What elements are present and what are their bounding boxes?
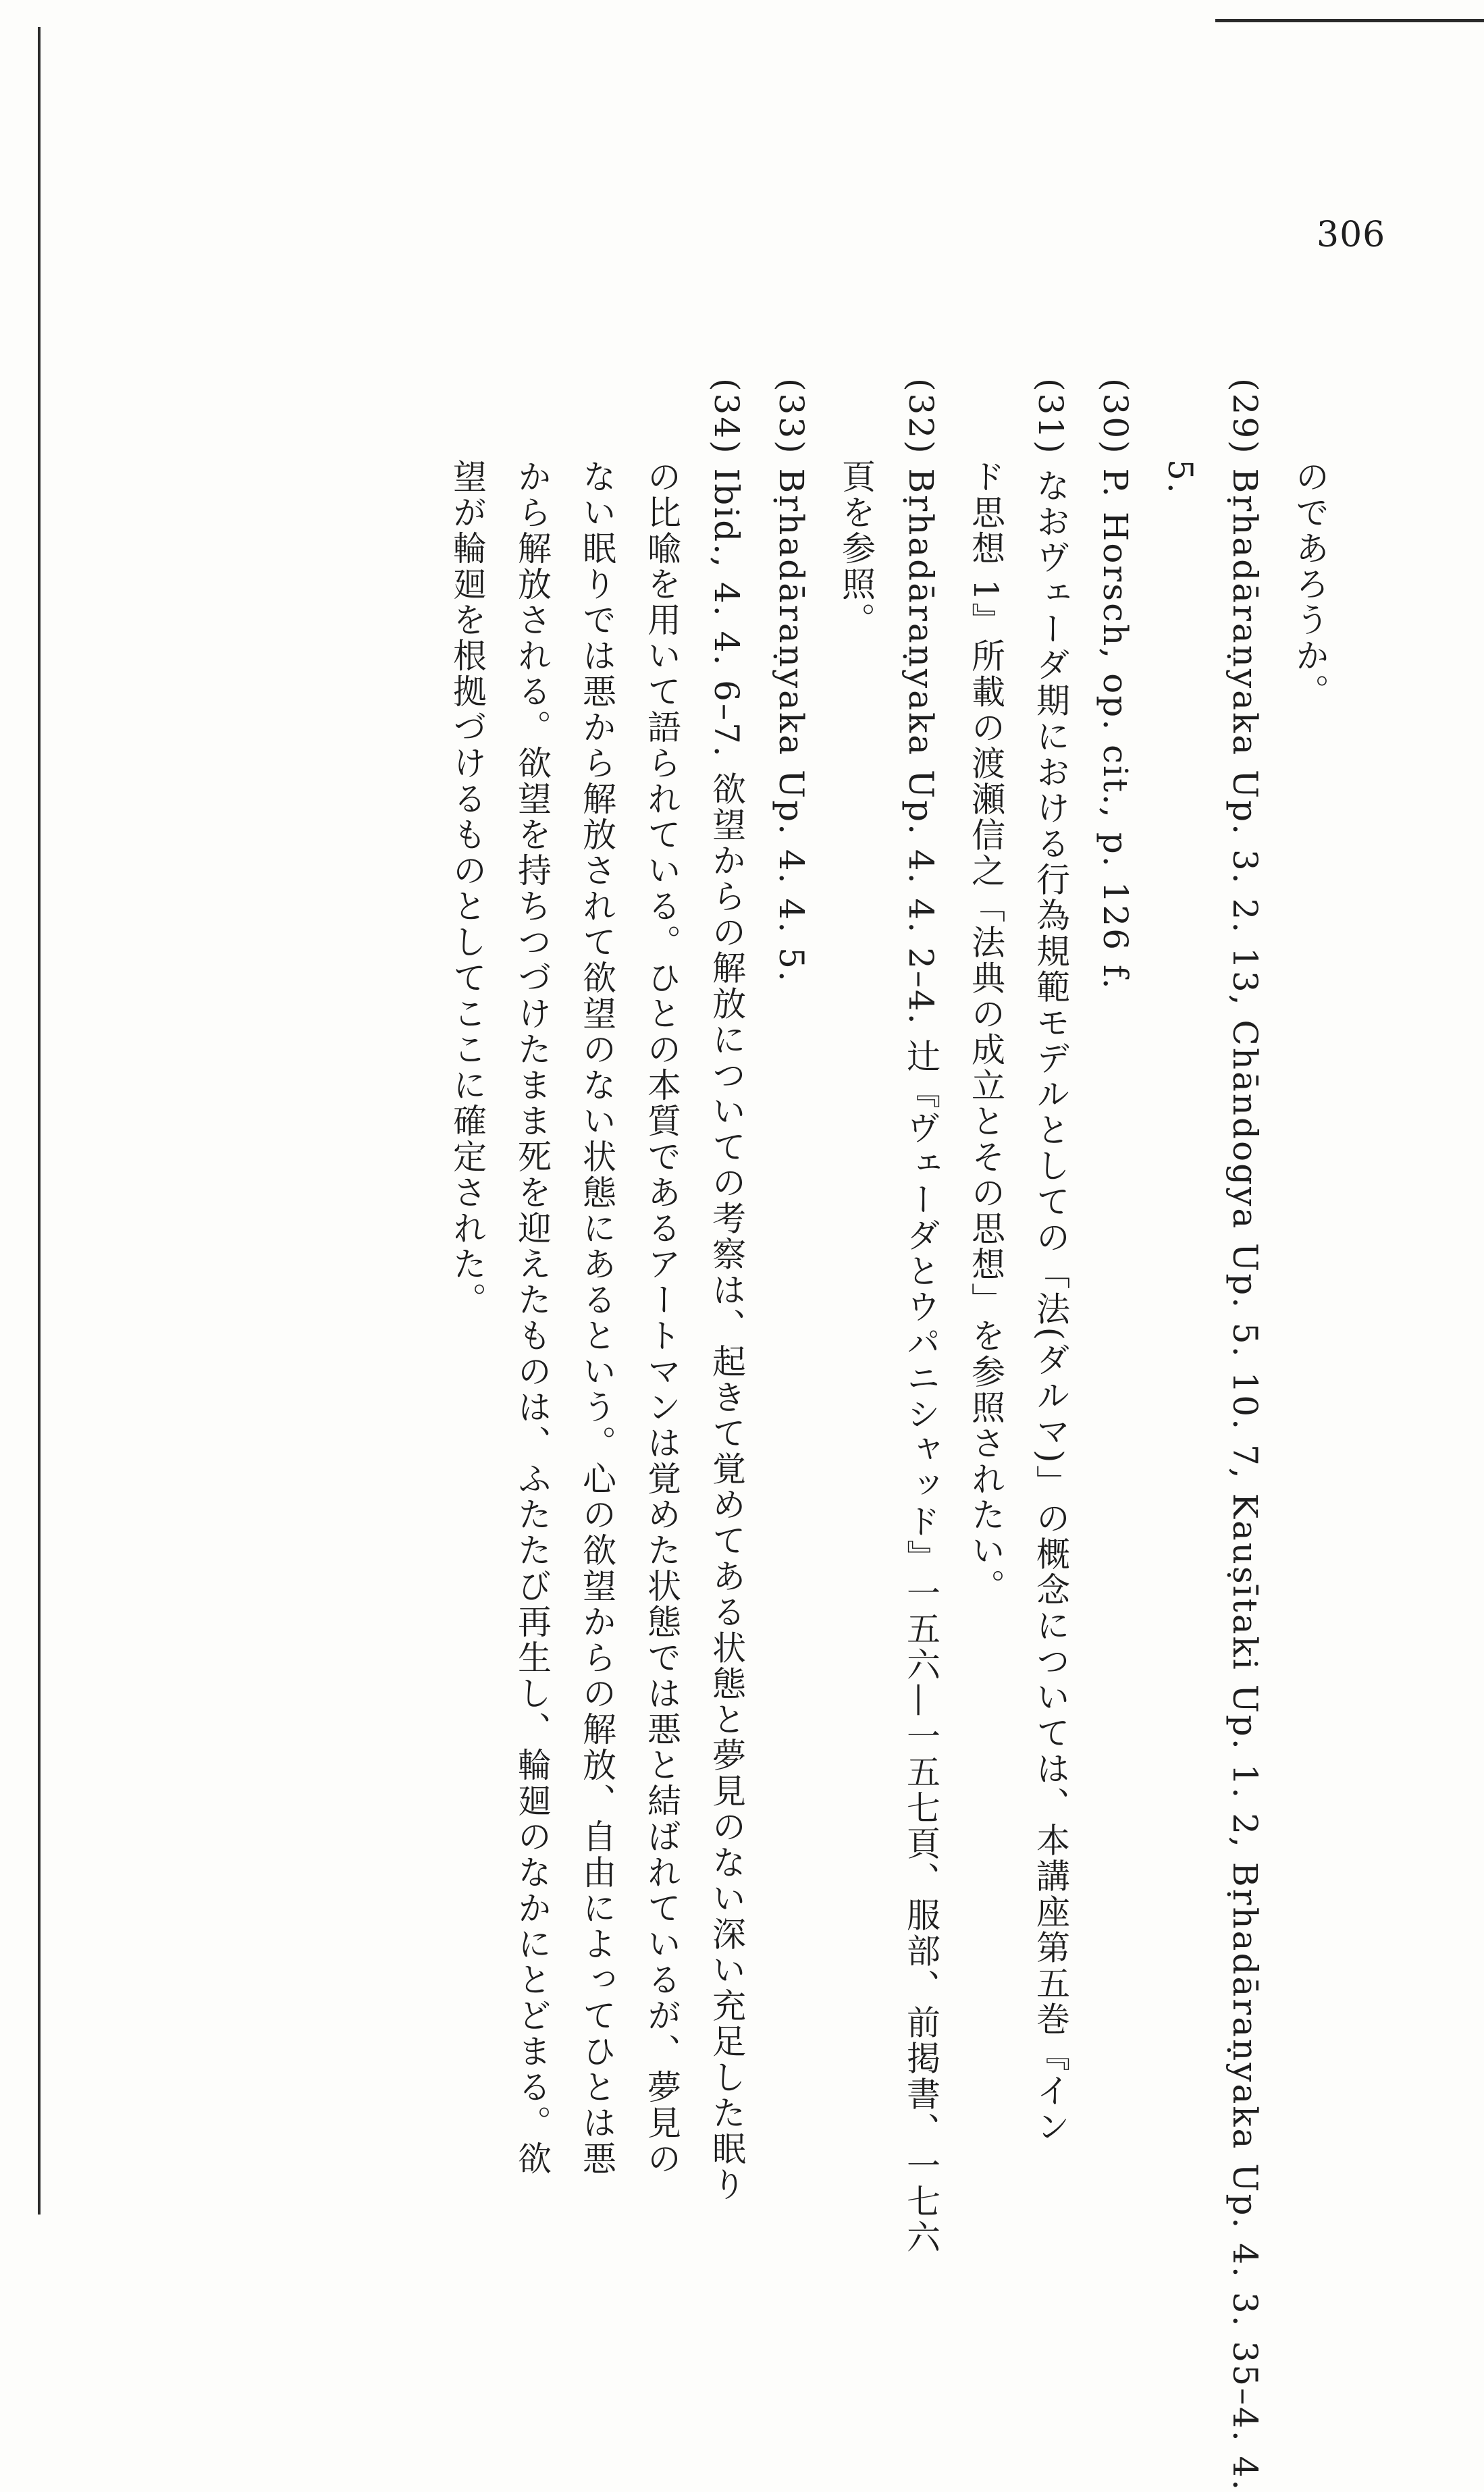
page-number: 306 — [1317, 215, 1386, 255]
note-31: (31) なおヴェーダ期における行為規範モデルとしての「法(ダルマ)」の概念については、本講座第五巻『イン — [1031, 378, 1070, 2145]
note-line: 頁を参照。 — [837, 459, 876, 638]
note-30: (30) P. Horsch, op. cit., p. 126 f. — [1096, 378, 1135, 991]
note-line: ド思想 1』所載の渡瀬信之「法典の成立とその思想」を参照されたい。 — [966, 459, 1005, 1605]
note-line: 望が輪廻を根拠づけるものとしてここに確定された。 — [448, 459, 487, 1318]
note-line: から解放される。欲望を持ちつづけたまま死を迎えたものは、ふたたび再生し、輪廻のなかにとどまる。欲 — [512, 459, 552, 2177]
top-rule — [1215, 19, 1484, 22]
scan-margin-line — [38, 27, 41, 2215]
note-29: (29) Bṛhadāraṇyaka Up. 3. 2. 13, Chāndogya Up. 5. 10. 7, Kauṣītaki Up. 1. 2, Bṛhadāraṇyaka Up. 4. 3. 35–4. 4. — [1225, 378, 1265, 2492]
note-line: 5. — [1161, 459, 1200, 496]
note-32: (32) Bṛhadāraṇyaka Up. 4. 4. 2–4. 辻『ヴェーダとウパニシャッド』一五六—一五七頁、服部、前掲書、一七六 — [901, 378, 940, 2256]
notes-block — [435, 378, 1342, 2492]
note-line: ない眠りでは悪から解放されて欲望のない状態にあるという。心の欲望からの解放、自由によってひとは悪 — [577, 459, 616, 2177]
note-line: のであろうか。 — [1290, 459, 1329, 710]
note-33: (33) Bṛhadāraṇyaka Up. 4. 4. 5. — [772, 378, 811, 984]
note-34: (34) Ibid., 4. 4. 6–7. 欲望からの解放についての考察は、起きて覚めてある状態と夢見のない深い充足した眠り — [707, 378, 746, 2203]
note-line: の比喩を用いて語られている。ひとの本質であるアートマンは覚めた状態では悪と結ばれているが、夢見の — [642, 459, 681, 2177]
